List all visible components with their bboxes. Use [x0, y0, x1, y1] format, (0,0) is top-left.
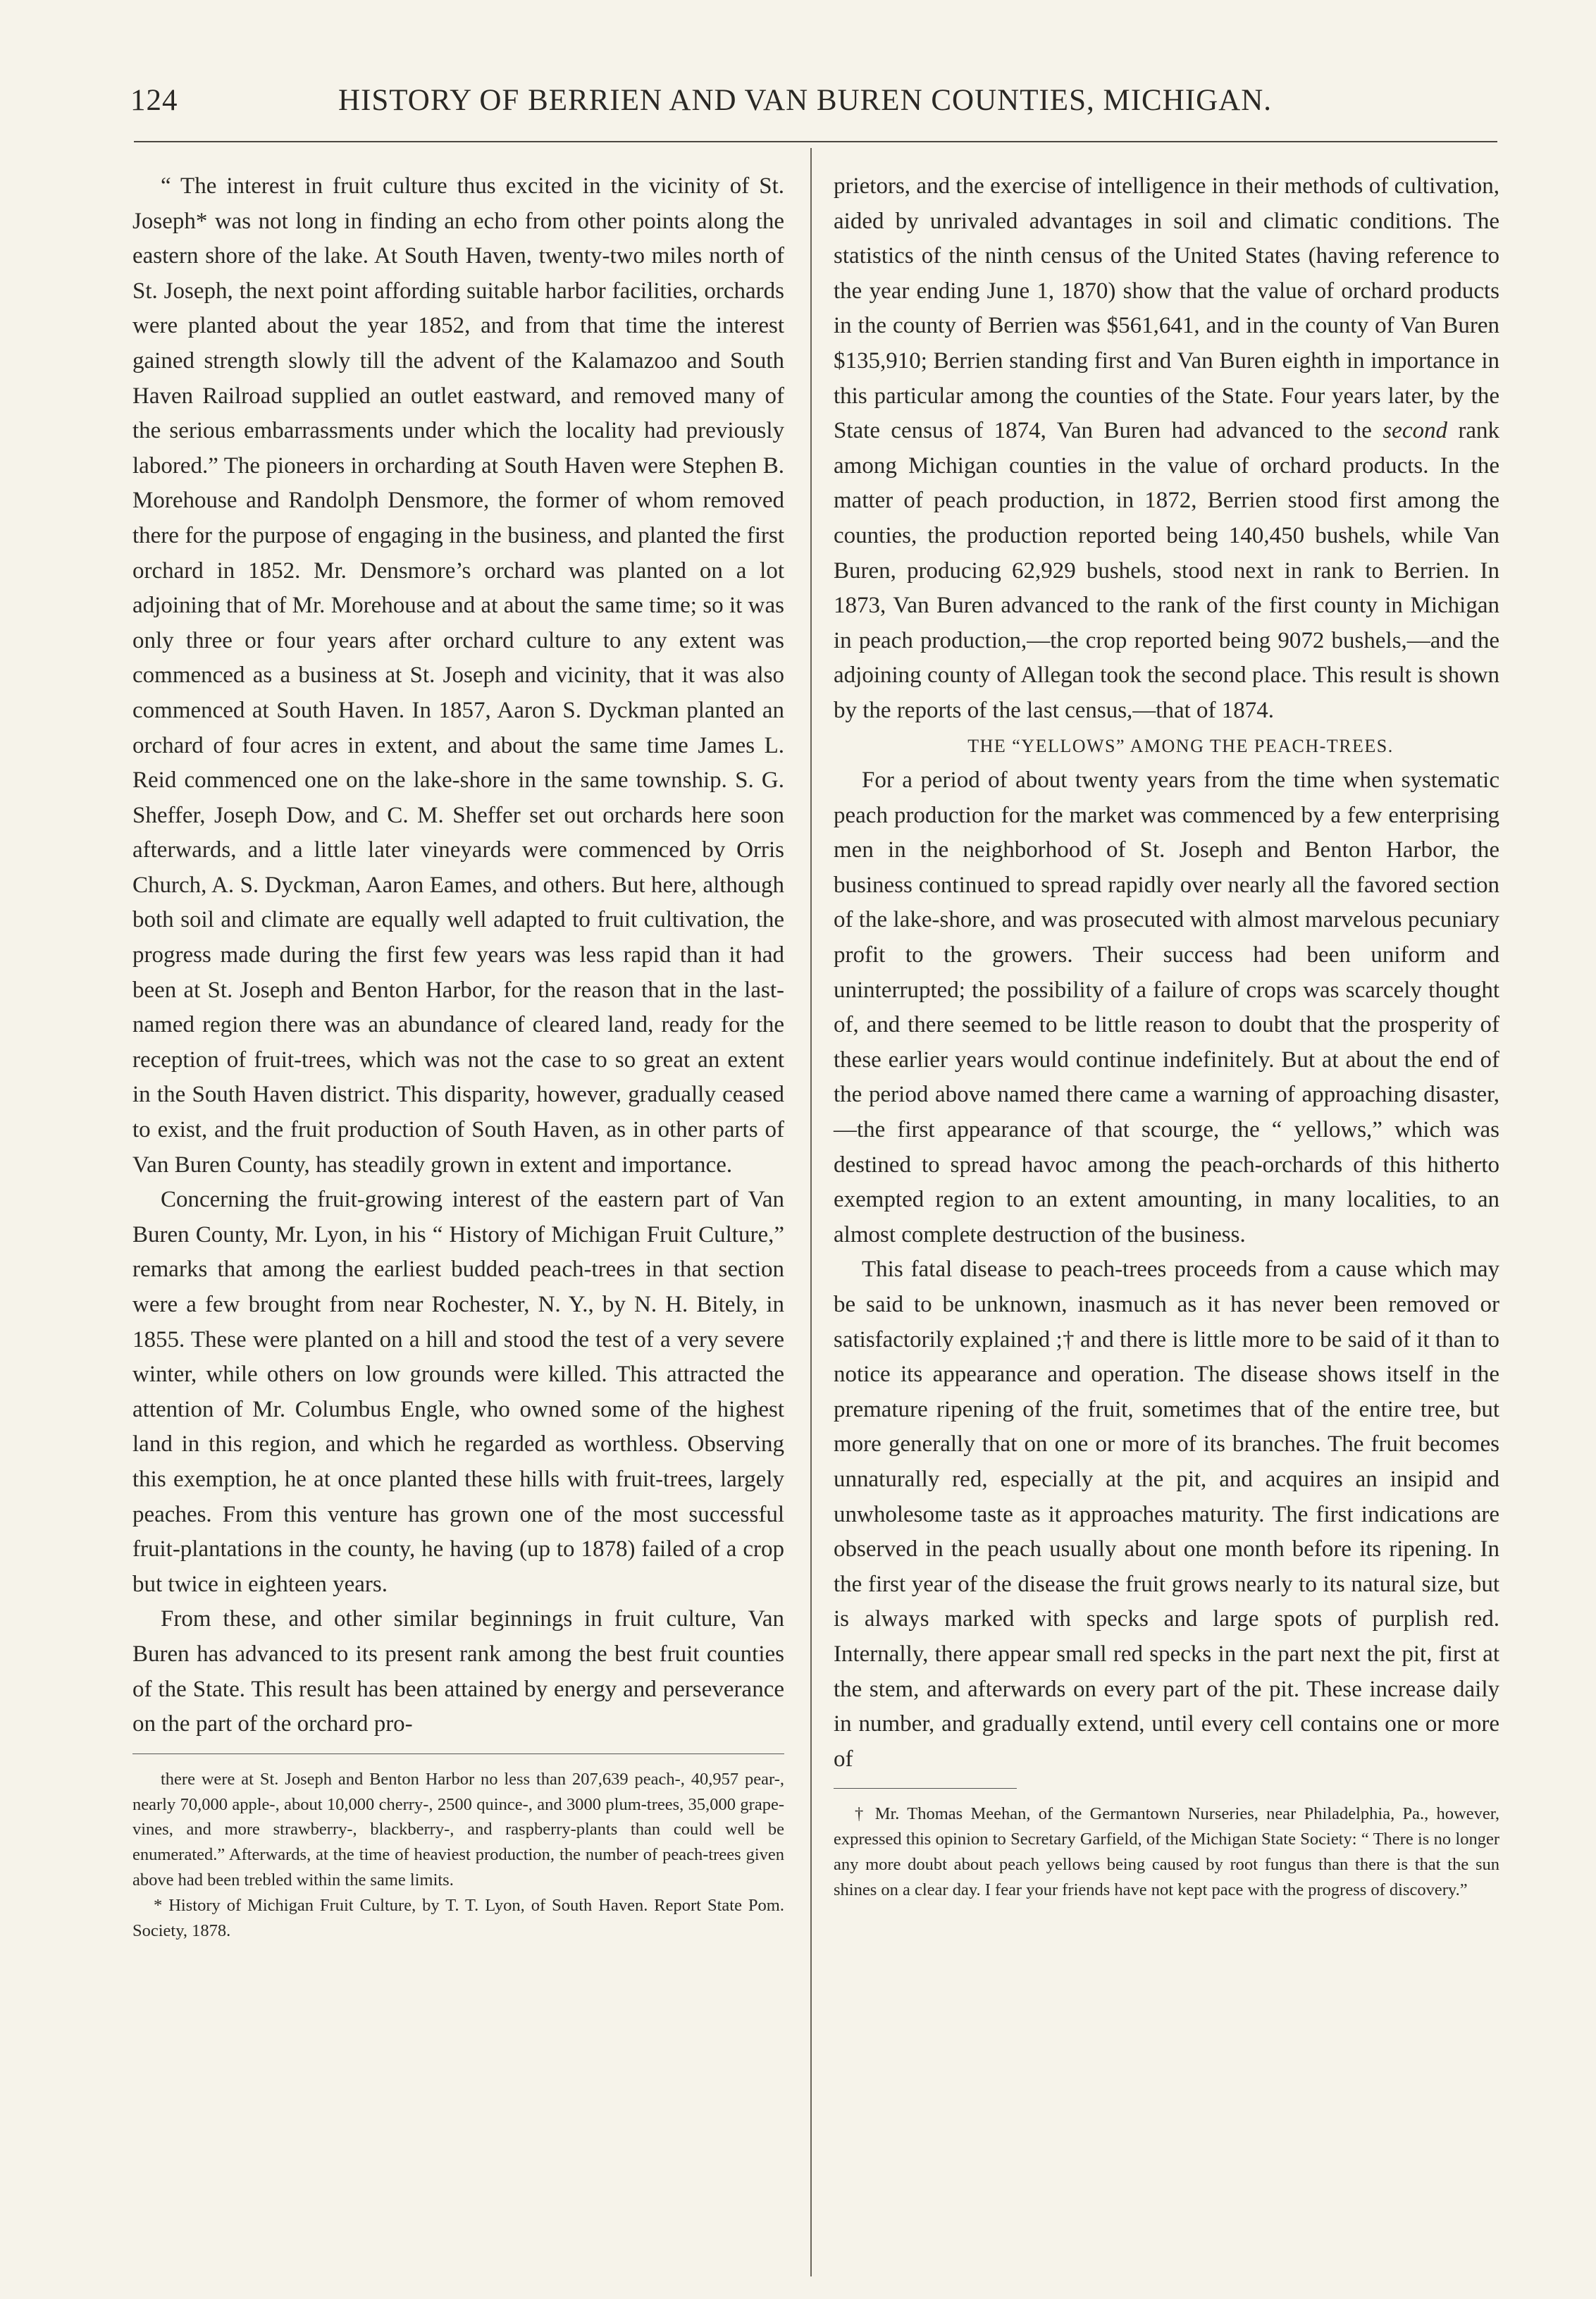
- header-rule: [134, 141, 1497, 142]
- left-paragraph-2: Concerning the fruit-growing interest of the eastern part of Van Buren County, Mr. Lyon, in his “ History of Michigan Fruit Culture,” remarks that among the earliest budded peach-trees in that section were a few brought from near Rochester, N. Y., by N. H. Bitely, in 1855. These were planted on a hill and stood the test of a very severe winter, while others on low grounds were killed. This attracted the attention of Mr. Columbus Engle, who owned some of the highest land in this region, and which he regarded as worthless. Observing this exemption, he at once planted these hills with fruit-trees, largely peaches. From this venture has grown one of the most successful fruit-plantations in the county, he having (up to 1878) failed of a crop but twice in eighteen years.: [132, 1187, 784, 1597]
- census-text-start: prietors, and the exercise of intelligence in their methods of cultivation, aided by unrivaled advantages in soil and climatic conditions. The statistics of the ninth census of the United States (having reference to the year ending June 1, 1870) show that the value of orchard products in the county of Berrien was $561,641, and in the county of Van Buren $135,910; Berrien standing first and Van Buren eighth in importance in this particular among the counties of the State. Four years later, by the State census of 1874, Van Buren had advanced to the: [834, 173, 1499, 444]
- left-footnotes: [132, 1767, 784, 1944]
- right-paragraph-3: This fatal disease to peach-trees proceeds from a cause which may be said to be unknown, inasmuch as it has never been removed or satisfactorily explained ;† and there is little more to be said of it than to notice its appearance and operation. The disease shows itself in the premature ripening of the fruit, sometimes that of the entire tree, but more generally that on one or more of its branches. The fruit becomes unnaturally red, especially at the pit, and acquires an insipid and unwholesome taste as it approaches maturity. The first indications are observed in the peach usually about one month before its ripening. In the first year of the disease the fruit grows nearly to its natural size, but is always marked with specks and large spots of purplish red. Internally, there appear small red specks in the part next the pit, first at the stem, and afterwards on every part of the pit. These increase daily in number, and gradually extend, until every cell contains one or more of: [834, 1257, 1499, 1772]
- right-column: [834, 169, 1499, 1903]
- left-column: [132, 169, 784, 1943]
- left-paragraph-3: From these, and other similar beginnings in fruit culture, Van Buren has advanced to its present rank among the best fruit counties of the State. This result has been attained by energy and perseverance on the part of the orchard pro-: [132, 1606, 784, 1737]
- footnote-asterisk: * History of Michigan Fruit Culture, by T. T. Lyon, of South Haven. Report State Pom. Society, 1878.: [132, 1895, 784, 1940]
- column-divider: [810, 148, 812, 2276]
- section-heading: THE “YELLOWS” AMONG THE PEACH-TREES.: [967, 735, 1394, 756]
- footnote-rule-right: [834, 1788, 1017, 1789]
- census-text-end: rank among Michigan counties in the value of orchard products. In the matter of peach production, in 1872, Berrien stood first among the counties, the production reported being 140,450 bushels, while Van Buren, producing 62,929 bushels, stood next in rank to Berrien. In 1873, Van Buren advanced to the rank of the first county in Michigan in peach production,—the crop reported being 9072 bushels,—and the adjoining county of Allegan took the second place. This result is shown by the reports of the last census,—that of 1874.: [834, 418, 1500, 723]
- left-paragraph-1: “ The interest in fruit culture thus excited in the vicinity of St. Joseph* was not long in finding an echo from other points along the eastern shore of the lake. At South Haven, twenty-two miles north of St. Joseph, the next point affording suitable harbor facilities, orchards were planted about the year 1852, and from that time the interest gained strength slowly till the advent of the Kalamazoo and South Haven Railroad supplied an outlet eastward, and removed many of the serious embarrassments under which the locality had previously labored.” The pioneers in orcharding at South Haven were Stephen B. Morehouse and Randolph Densmore, the former of whom removed there for the purpose of engaging in the business, and planted the first orchard in 1852. Mr. Densmore’s orchard was planted on a lot adjoining that of Mr. Morehouse and at about the same time; so it was only three or four years after orchard culture to any extent was commenced as a business at St. Joseph and vicinity, that it was also commenced at South Haven. In 1857, Aaron S. Dyckman planted an orchard of four acres in extent, and about the same time James L. Reid commenced one on the lake-shore in the same township. S. G. Sheffer, Joseph Dow, and C. M. Sheffer set out orchards here soon afterwards, and a little later vineyards were commenced by Orris Church, A. S. Dyckman, Aaron Eames, and others. But here, although both soil and climate are equally well adapted to fruit cultivation, the progress made during the first few years was less rapid than it had been at St. Joseph and Benton Harbor, for the reason that in the last-named region there was an abundance of cleared land, ready for the reception of fruit-trees, which was not the case to so great an extent in the South Haven district. This disparity, however, gradually ceased to exist, and the fruit production of South Haven, as in other parts of Van Buren County, has steadily grown in extent and importance.: [132, 173, 784, 1178]
- italic-emphasis: second: [1382, 418, 1447, 444]
- footnote-continuation: there were at St. Joseph and Benton Harbor no less than 207,639 peach-, 40,957 pear-, nearly 70,000 apple-, about 10,000 cherry-, 2500 quince-, and 3000 plum-trees, 35,000 grape-vines, and more strawberry-, blackberry-, and raspberry-plants than could well be enumerated.” Afterwards, at the time of heaviest production, the number of peach-trees given above had been trebled within the same limits.: [132, 1769, 784, 1890]
- right-footnote: [834, 1801, 1499, 1902]
- footnote-rule: [132, 1753, 784, 1754]
- running-title: HISTORY OF BERRIEN AND VAN BUREN COUNTIES, MICHIGAN.: [338, 84, 1272, 117]
- footnote-dagger: † Mr. Thomas Meehan, of the Germantown Nurseries, near Philadelphia, Pa., however, expressed this opinion to Secretary Garfield, of the Michigan State Society: “ There is no longer any more doubt about peach yellows being caused by root fungus than there is that the sun shines on a clear day. I fear your friends have not kept pace with the progress of discovery.”: [834, 1804, 1499, 1899]
- right-paragraph-2: For a period of about twenty years from the time when systematic peach production for the market was commenced by a few enterprising men in the neighborhood of St. Joseph and Benton Harbor, the business continued to spread rapidly over nearly all the favored section of the lake-shore, and was prosecuted with almost marvelous pecuniary profit to the growers. Their success had been uniform and uninterrupted; the possibility of a failure of crops was scarcely thought of, and there seemed to be little reason to doubt that the prosperity of these earlier years would continue indefinitely. But at about the end of the period above named there came a warning of approaching disaster,—the first appearance of that scourge, the “ yellows,” which was destined to spread havoc among the peach-orchards of this hitherto exempted region to an extent amounting, in many localities, to an almost complete destruction of the business.: [834, 768, 1499, 1247]
- right-paragraph-1: [834, 169, 1499, 729]
- page-number: 124: [130, 84, 178, 117]
